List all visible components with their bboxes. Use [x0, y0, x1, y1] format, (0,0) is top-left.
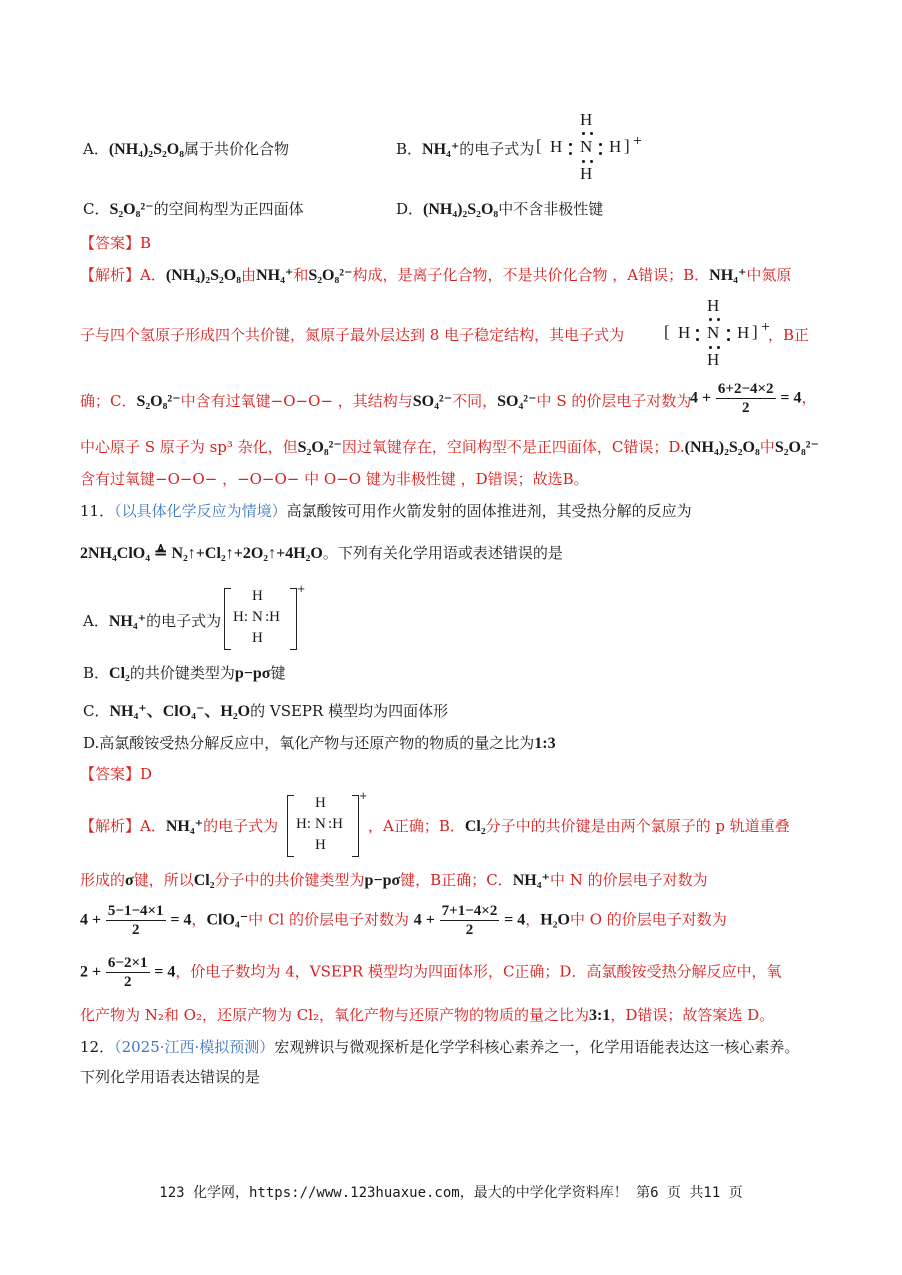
question-source-tag: （2025·江西·模拟预测）: [114, 1038, 275, 1056]
page-footer: 123 化学网，https://www.123huaxue.com，最大的中学化学资料库！ 第6 页 共11 页: [159, 1185, 743, 1201]
q11-analysis-line-4: 2 + $\frac{6-2\times 1}{2}$ = 4，价电子数均为 4，VSEPR 模型均为四面体形，C正确；D．高氯酸铵受热分解反应中，氧: [80, 955, 782, 990]
reaction-equation: 2NH₄ClO₄ ≜ N₂↑+Cl₂↑+2O₂↑+4H₂O: [80, 545, 323, 562]
q10-option-c: C．S₂O₈²⁻的空间构型为正四面体: [83, 200, 304, 218]
q12-stem-line-2: 下列化学用语表达错误的是: [80, 1068, 261, 1086]
q10-option-b: B．NH₄⁺的电子式为: [396, 140, 535, 158]
q11-analysis-line-3: 4 + $\frac{5-1-4\times 1}{2}$ = 4，ClO₄⁻中 Cl 的价层电子对数为 4 + $\frac{7+1-4\times 2}{2}$ = 4，H₂O中 O 的价层电子对数为: [80, 903, 727, 938]
q11-analysis-line-1: 【解析】A．NH₄⁺的电子式为: [80, 817, 279, 835]
q11-stem-line-1: 11．（以具体化学反应为情境）高氯酸铵可用作火箭发射的固体推进剂，其受热分解的反应为: [80, 502, 692, 520]
q11-option-b: B．Cl₂的共价键类型为p−pσ键: [83, 664, 286, 682]
q11-analysis-line-5: 化产物为 N₂和 O₂，还原产物为 Cl₂，氧化产物与还原产物的物质的量之比为3:1，D错误；故答案选 D。: [80, 1006, 775, 1024]
q10-option-a: A．(NH₄)₂S₂O₈属于共价化合物: [83, 140, 290, 158]
question-source-tag: （以具体化学反应为情境）: [114, 502, 287, 520]
q10-analysis-line-3: 确；C．S₂O₈²⁻中含有过氧键−O−O− ，其结构与SO₄²⁻不同，SO₄²⁻中 S 的价层电子对数为: [80, 392, 692, 410]
q10-analysis-line-1: 【解析】A．(NH₄)₂S₂O₈由NH₄⁺和S₂O₈²⁻构成，是离子化合物，不是共价化合物 ，A错误；B．NH₄⁺中氮原: [80, 266, 792, 284]
q10-analysis-line-4: 中心原子 S 原子为 sp³ 杂化，但S₂O₈²⁻因过氧键存在，空间构型不是正四面体，C错误；D.(NH₄)₂S₂O₈中S₂O₈²⁻: [80, 438, 819, 456]
q11-option-c: C．NH₄⁺、ClO₄⁻、H₂O的 VSEPR 模型均为四面体形: [83, 702, 449, 720]
q10-analysis-line-5: 含有过氧键−O−O− ，−O−O− 中 O−O 键为非极性键 ，D错误；故选B。: [80, 470, 589, 488]
formula: (NH₄)₂S₂O₈: [108, 141, 185, 158]
q11-stem-line-2: 2NH₄ClO₄ ≜ N₂↑+Cl₂↑+2O₂↑+4H₂O。下列有关化学用语或表述错误的是: [80, 544, 563, 562]
q12-stem-line-1: 12．（2025·江西·模拟预测）宏观辨识与微观探析是化学学科核心素养之一，化学用语能表达这一核心素养。: [80, 1038, 800, 1056]
q11-answer: 【答案】D: [80, 765, 153, 783]
q10-analysis-line-2: 子与四个氢原子形成四个共价键，氮原子最外层达到 8 电子稳定结构，其电子式为: [80, 326, 625, 344]
fraction-q10: 4 + $\frac{6+2-4\times 2}{2}$ = 4，: [690, 381, 817, 416]
q11-option-d: D.高氯酸铵受热分解反应中，氧化产物与还原产物的物质的量之比为1:3: [83, 734, 556, 752]
q10-option-d: D．(NH₄)₂S₂O₈中不含非极性键: [396, 200, 604, 218]
q11-analysis-line-2: 形成的σ键，所以Cl₂分子中的共价键类型为p−pσ键，B正确；C．NH₄⁺中 N 的价层电子对数为: [80, 871, 708, 889]
q10-answer: 【答案】B: [80, 234, 152, 252]
q11-option-a: A．NH₄⁺的电子式为: [83, 612, 222, 630]
